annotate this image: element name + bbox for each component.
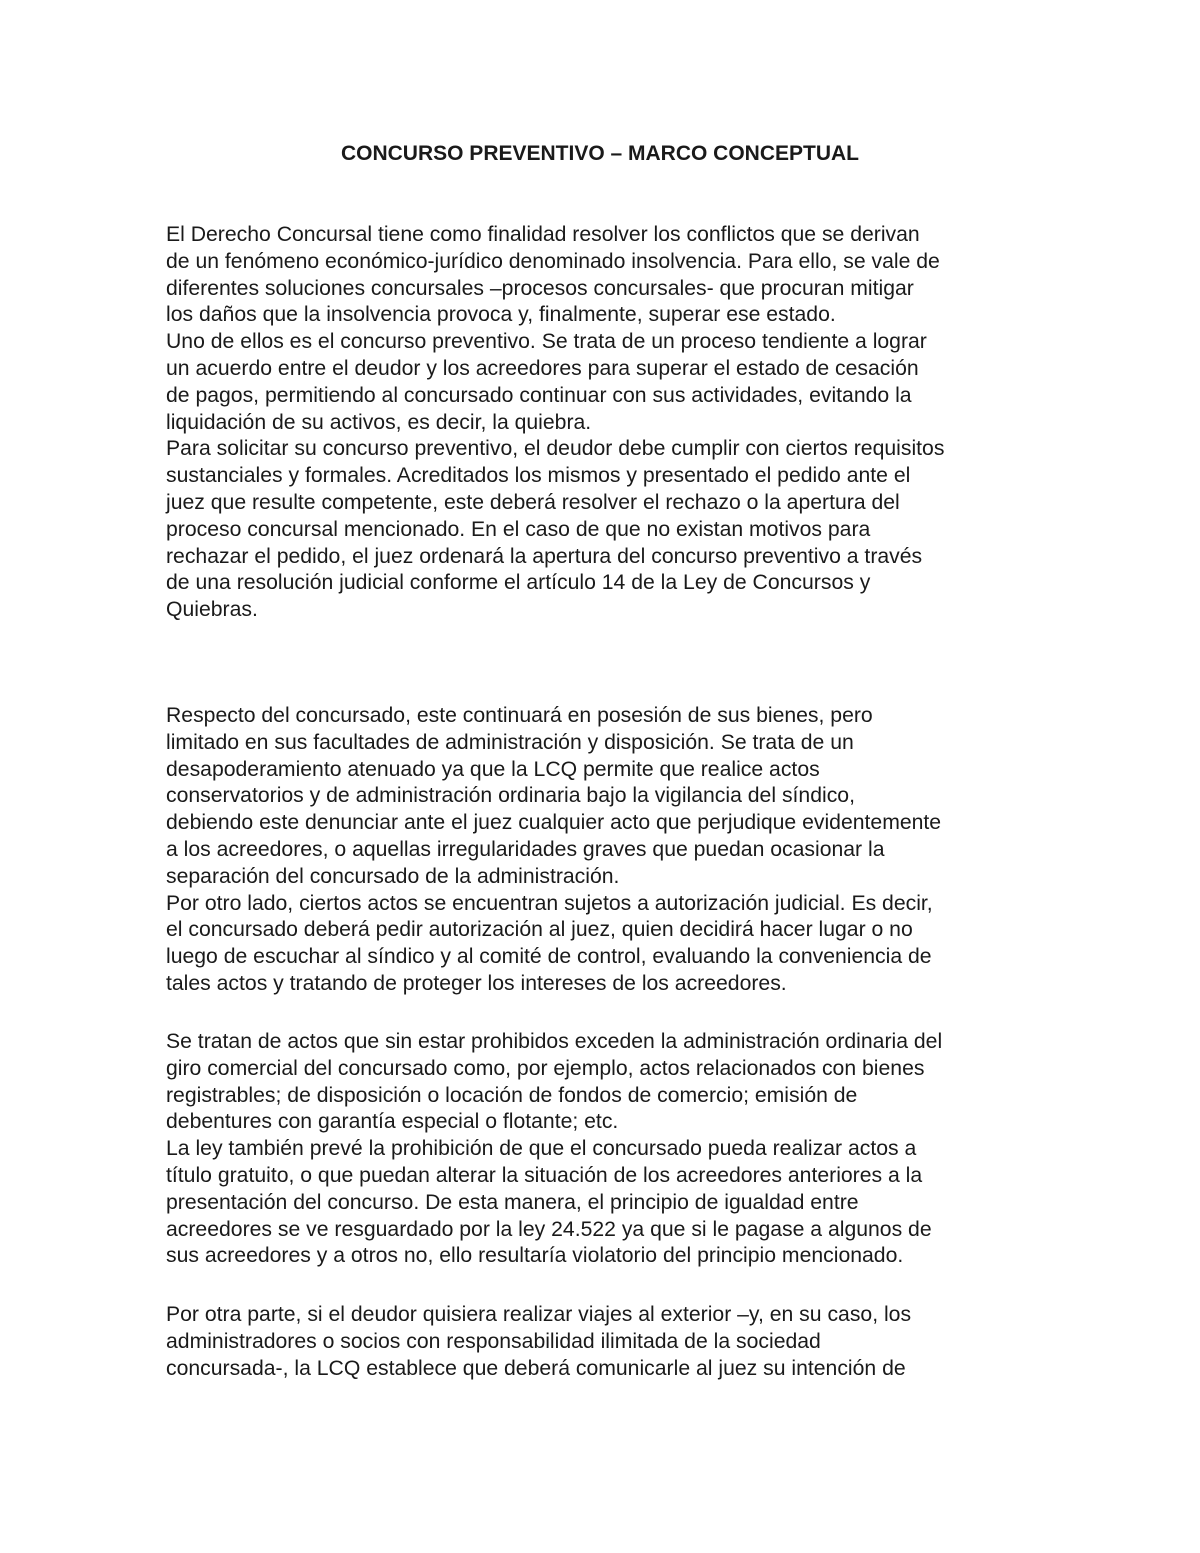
- text-line: a los acreedores, o aquellas irregularidades graves que puedan ocasionar la: [166, 837, 885, 861]
- text-line: juez que resulte competente, este deberá resolver el rechazo o la apertura del: [166, 490, 900, 514]
- text-line: debiendo este denunciar ante el juez cualquier acto que perjudique evidentemente: [166, 811, 942, 835]
- paragraph-block-1: [166, 222, 1046, 624]
- text-line: limitado en sus facultades de administración y disposición. Se trata de un: [166, 730, 854, 754]
- text-line: registrables; de disposición o locación de fondos de comercio; emisión de: [166, 1083, 858, 1107]
- text-line: Por otra parte, si el deudor quisiera realizar viajes al exterior –y, en su caso, los: [166, 1303, 912, 1326]
- text-line: título gratuito, o que puedan alterar la situación de los acreedores anteriores a la: [166, 1163, 923, 1187]
- text-line: Quiebras.: [166, 598, 258, 622]
- text-line: Respecto del concursado, este continuará en posesión de sus bienes, pero: [166, 704, 873, 727]
- text-line: Uno de ellos es el concurso preventivo. Se trata de un proceso tendiente a lograr: [166, 330, 927, 354]
- text-line: rechazar el pedido, el juez ordenará la apertura del concurso preventivo a través: [166, 544, 923, 568]
- paragraph-block-3: [166, 1029, 1046, 1270]
- text-line: proceso concursal mencionado. En el caso de que no existan motivos para: [166, 517, 871, 541]
- text-line: tales actos y tratando de proteger los intereses de los acreedores.: [166, 971, 787, 995]
- text-line: sus acreedores y a otros no, ello resultaría violatorio del principio mencionado.: [166, 1244, 904, 1268]
- text-line: sustanciales y formales. Acreditados los mismos y presentado el pedido ante el: [166, 464, 911, 488]
- text-line: Para solicitar su concurso preventivo, el deudor debe cumplir con ciertos requisitos: [166, 437, 945, 461]
- text-line: concursada-, la LCQ establece que deberá comunicarle al juez su intención de: [166, 1356, 906, 1380]
- text-line: luego de escuchar al síndico y al comité de control, evaluando la conveniencia de: [166, 945, 932, 969]
- text-line: acreedores se ve resguardado por la ley 24.522 ya que si le pagase a algunos de: [166, 1217, 932, 1241]
- text-line: conservatorios y de administración ordinaria bajo la vigilancia del síndico,: [166, 784, 855, 808]
- text-line: administradores o socios con responsabilidad ilimitada de la sociedad: [166, 1329, 821, 1353]
- paragraph-block-2: [166, 703, 1046, 998]
- text-line: los daños que la insolvencia provoca y, finalmente, superar ese estado.: [166, 303, 836, 327]
- text-line: de un fenómeno económico-jurídico denominado insolvencia. Para ello, se vale de: [166, 249, 940, 273]
- text-line: debentures con garantía especial o flotante; etc.: [166, 1110, 619, 1134]
- text-line: de pagos, permitiendo al concursado continuar con sus actividades, evitando la: [166, 383, 912, 407]
- text-line: un acuerdo entre el deudor y los acreedores para superar el estado de cesación: [166, 356, 919, 380]
- text-line: separación del concursado de la administración.: [166, 864, 620, 888]
- document-title: CONCURSO PREVENTIVO – MARCO CONCEPTUAL: [340, 142, 860, 165]
- text-line: diferentes soluciones concursales –procesos concursales- que procuran mitigar: [166, 276, 914, 300]
- text-line: de una resolución judicial conforme el artículo 14 de la Ley de Concursos y: [166, 571, 871, 595]
- text-line: presentación del concurso. De esta manera, el principio de igualdad entre: [166, 1190, 859, 1214]
- text-line: el concursado deberá pedir autorización al juez, quien decidirá hacer lugar o no: [166, 918, 913, 942]
- text-line: desapoderamiento atenuado ya que la LCQ permite que realice actos: [166, 757, 820, 781]
- text-line: Por otro lado, ciertos actos se encuentran sujetos a autorización judicial. Es decir,: [166, 891, 933, 915]
- text-line: Se tratan de actos que sin estar prohibidos exceden la administración ordinaria del: [166, 1030, 943, 1053]
- text-line: La ley también prevé la prohibición de que el concursado pueda realizar actos a: [166, 1137, 917, 1161]
- text-line: liquidación de su activos, es decir, la quiebra.: [166, 410, 592, 434]
- paragraph-block-4: [166, 1302, 1046, 1382]
- text-line: giro comercial del concursado como, por ejemplo, actos relacionados con bienes: [166, 1056, 925, 1080]
- text-line: El Derecho Concursal tiene como finalidad resolver los conflictos que se derivan: [166, 223, 920, 246]
